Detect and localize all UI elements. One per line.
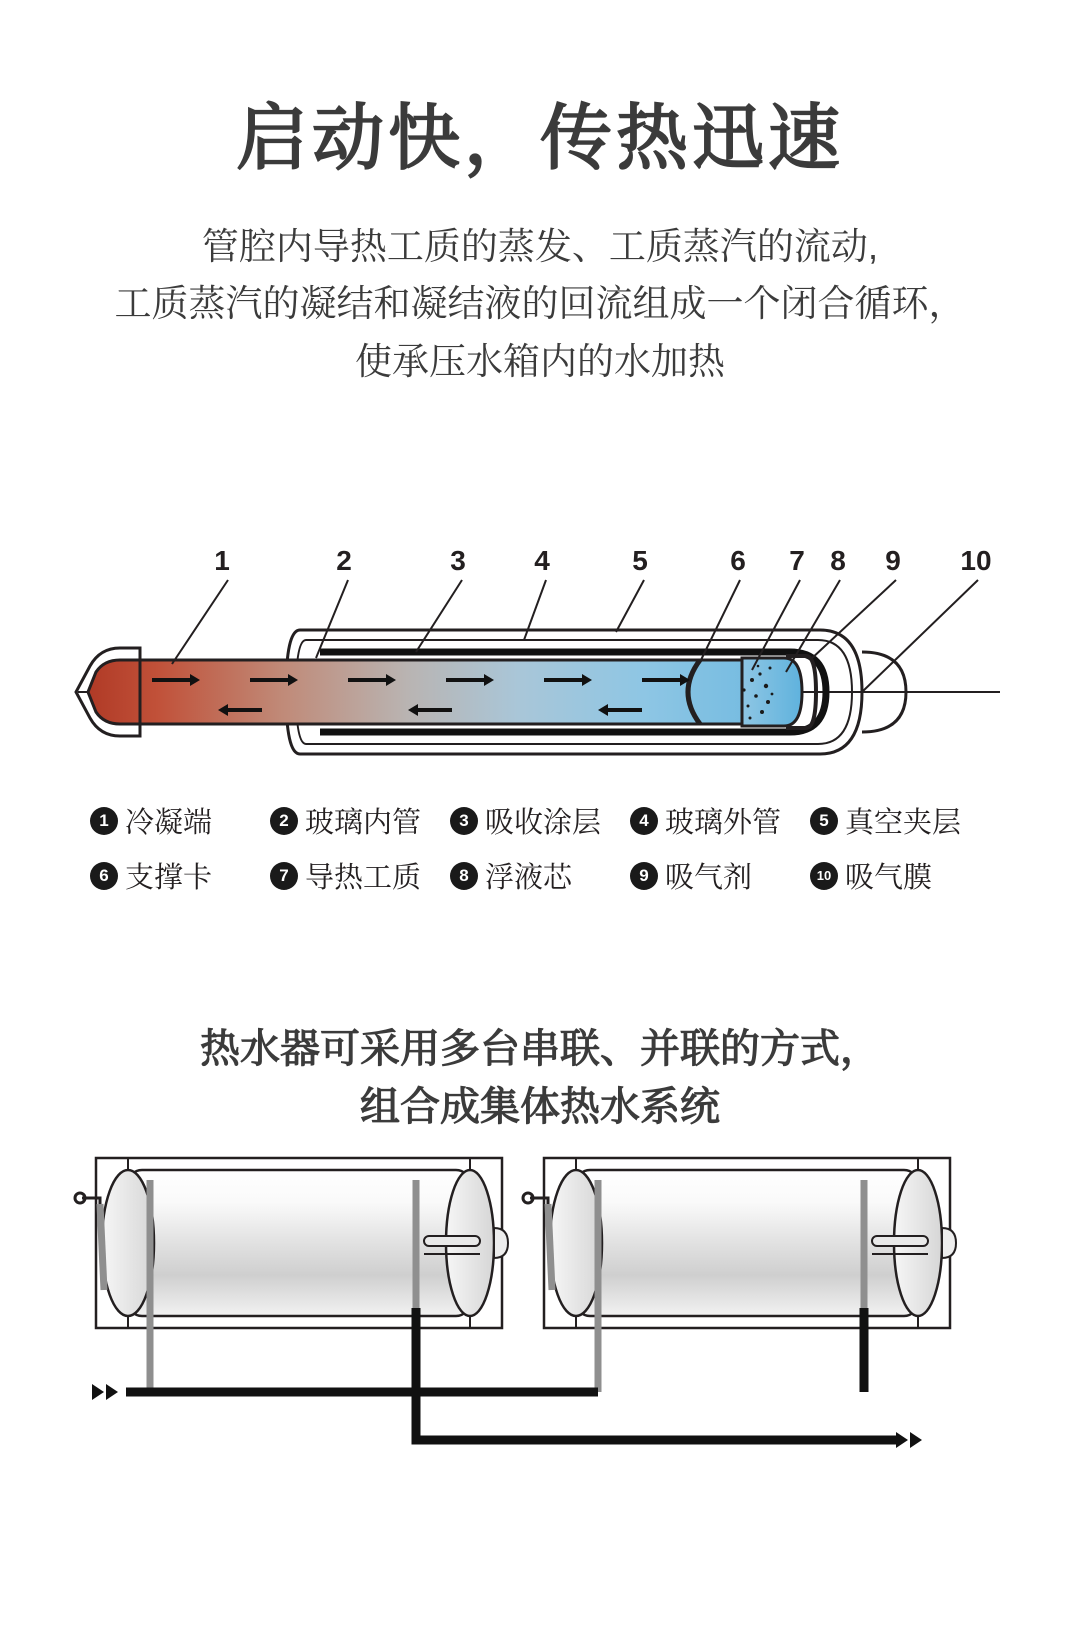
section-title-line-1: 热水器可采用多台串联、并联的方式，: [200, 1027, 880, 1071]
tank-end-cap-left: [102, 1170, 154, 1316]
tank-end-cap-left: [550, 1170, 602, 1316]
relief-valve-knob: [523, 1193, 533, 1203]
legend-number-badge: 10: [810, 862, 838, 890]
callout-number-6: 6: [730, 545, 746, 576]
callout-number-8: 8: [830, 545, 846, 576]
tank-unit-2: [523, 1158, 956, 1392]
outlet-arrow-1: [896, 1432, 908, 1448]
tank-side-port: [494, 1228, 508, 1258]
callout-number-10: 10: [960, 545, 992, 576]
relief-pipe: [548, 1204, 552, 1290]
page-title: 启动快，传热迅速: [235, 99, 844, 179]
legend-number-badge: 6: [90, 862, 118, 890]
section-title-line-2: 组合成集体热水系统: [360, 1085, 720, 1129]
legend-item-8: [450, 855, 630, 896]
legend-item-2: [270, 800, 450, 841]
legend-label: 真空夹层: [845, 807, 962, 839]
subtitle-line-2: 工质蒸汽的凝结和凝结液的回流组成一个闭合循环，: [114, 283, 966, 325]
callout-number-labels: [214, 545, 991, 576]
heat-pipe-diagram: [0, 540, 1080, 790]
callout-number-3: 3: [450, 545, 466, 576]
legend-label: 导热工质: [305, 862, 422, 894]
legend-label: 吸气剂: [665, 862, 753, 894]
legend-number-badge: 9: [630, 862, 658, 890]
tank-side-port: [942, 1228, 956, 1258]
legend-item-10: [810, 855, 990, 896]
inlet-arrow-1: [92, 1384, 104, 1400]
legend-label: 吸收涂层: [485, 807, 602, 839]
legend-number-badge: 3: [450, 807, 478, 835]
inner-glass-tube: [88, 660, 782, 724]
legend: [0, 800, 1080, 910]
legend-item-6: [90, 855, 270, 896]
relief-pipe: [100, 1204, 104, 1290]
legend-label: 玻璃内管: [305, 807, 422, 839]
callout-number-2: 2: [336, 545, 352, 576]
manifold-piping: [126, 1392, 900, 1440]
legend-number-badge: 7: [270, 862, 298, 890]
legend-row-1: [0, 800, 1080, 841]
cross-connection: [416, 1392, 864, 1440]
legend-number-badge: 8: [450, 862, 478, 890]
legend-label: 吸气膜: [845, 862, 933, 894]
subtitle-line-1: 管腔内导热工质的蒸发、工质蒸汽的流动,: [201, 226, 879, 267]
legend-label: 支撑卡: [125, 862, 213, 894]
legend-row-2: [0, 855, 1080, 896]
legend-item-1: [90, 800, 270, 841]
legend-number-badge: 1: [90, 807, 118, 835]
tank-nameplate: [424, 1236, 480, 1246]
page-subtitle: [0, 218, 1080, 390]
legend-item-9: [630, 855, 810, 896]
relief-valve-knob: [75, 1193, 85, 1203]
callout-number-4: 4: [534, 545, 550, 576]
callout-number-1: 1: [214, 545, 230, 576]
legend-number-badge: 2: [270, 807, 298, 835]
legend-label: 玻璃外管: [665, 807, 782, 839]
callout-number-5: 5: [632, 545, 648, 576]
outlet-arrow-2: [910, 1432, 922, 1448]
callout-number-9: 9: [885, 545, 901, 576]
legend-item-3: [450, 800, 630, 841]
legend-number-badge: 4: [630, 807, 658, 835]
legend-label: 浮液芯: [485, 862, 573, 894]
tank-nameplate: [872, 1236, 928, 1246]
tank-unit-1: [75, 1158, 508, 1392]
getter-cap: [742, 658, 802, 726]
inlet-arrow-2: [106, 1384, 118, 1400]
legend-item-4: [630, 800, 810, 841]
legend-item-7: [270, 855, 450, 896]
water-tank-system-diagram: [0, 1140, 1080, 1540]
subtitle-line-3: 使承压水箱内的水加热: [355, 340, 725, 382]
callout-number-7: 7: [789, 545, 805, 576]
legend-label: 冷凝端: [125, 807, 213, 839]
legend-item-5: [810, 800, 990, 841]
legend-number-badge: 5: [810, 807, 838, 835]
section-title: [0, 1020, 1080, 1136]
